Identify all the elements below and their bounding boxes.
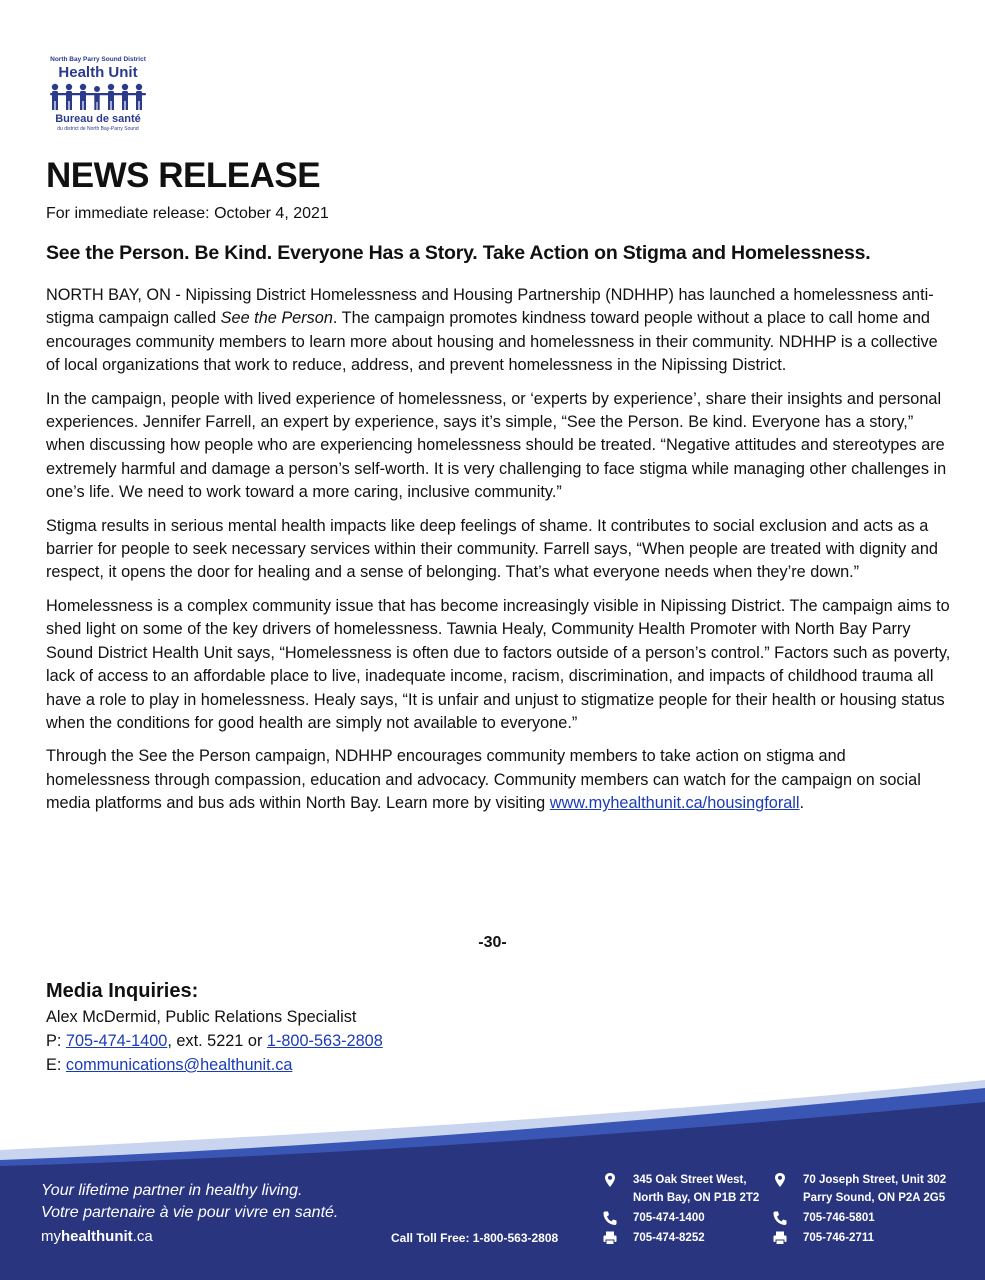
- website[interactable]: [41, 1228, 153, 1245]
- paragraph-1: [46, 284, 951, 378]
- page-title: NEWS RELEASE: [46, 156, 321, 195]
- article-body: [46, 284, 951, 826]
- phone-ext: , ext. 5221 or: [167, 1032, 267, 1050]
- headline: See the Person. Be Kind. Everyone Has a Story. Take Action on Stigma and Homelessness.: [46, 242, 871, 264]
- parrysound-fax: 705-746-2711: [803, 1232, 874, 1244]
- email-prefix: E:: [46, 1056, 66, 1074]
- media-inquiries: [46, 978, 383, 1077]
- tollfree-link[interactable]: 1-800-563-2808: [266, 1032, 383, 1050]
- phone-icon: [602, 1210, 618, 1226]
- email-link[interactable]: communications@healthunit.ca: [65, 1056, 293, 1074]
- paragraph-1-text-b: . The campaign promotes kindness toward people without a place to call home and encourages community members to learn more about housing and homelessness in their community. NDHHP is a collective of local organizations that work to reduce, address, and prevent homelessness in the Nipissing District.: [46, 309, 938, 375]
- phone-link[interactable]: 705-474-1400: [65, 1032, 168, 1050]
- contact-email-line: [46, 1053, 383, 1077]
- logo-main: Health Unit: [58, 64, 138, 81]
- paragraph-2: In the campaign, people with lived experience of homelessness, or ‘experts by experience’, share their insights and personal experiences. Jennifer Farrell, an expert by experience, says it’s simple, “See the Person. Be kind. Everyone has a story,” when discussing how people who are experiencing homelessness should be treated. “Negative attitudes and stereotypes are extremely harmful and damage a person’s self-worth. It is very challenging to face stigma while managing other challenges in one’s life. We need to work toward a more caring, inclusive community.”: [46, 389, 947, 502]
- northbay-phone: 705-474-1400: [633, 1212, 705, 1224]
- contact-phone-line: [46, 1029, 383, 1053]
- contact-heading: Media Inquiries:: [46, 980, 199, 1002]
- paragraph-5-end: .: [799, 794, 805, 813]
- paragraph-3: Stigma results in serious mental health impacts like deep feelings of shame. It contributes to social exclusion and acts as a barrier for people to seek necessary services within their community. Farrell says, “When people are treated with dignity and respect, it opens the door for healing and a sense of belonging. That’s what everyone needs when they’re down.”: [46, 516, 938, 582]
- footer: [0, 1160, 985, 1280]
- campaign-name: See the Person: [220, 309, 333, 328]
- phone-icon: [772, 1210, 788, 1226]
- paragraph-1-text-a: NORTH BAY, ON - Nipissing District Homelessness and Housing Partnership (NDHHP) has launched a homelessness anti-stigma campaign called: [46, 286, 934, 328]
- phone-prefix: P:: [46, 1032, 66, 1050]
- parrysound-address-line2: Parry Sound, ON P2A 2G5: [803, 1192, 946, 1204]
- location-pin-icon: [602, 1172, 618, 1188]
- northbay-address-line2: North Bay, ON P1B 2T2: [633, 1192, 760, 1204]
- northbay-address: [633, 1171, 759, 1207]
- people-icon: [48, 83, 148, 111]
- logo-fr-main: Bureau de santé: [55, 113, 141, 125]
- end-mark: -30-: [478, 934, 507, 951]
- parrysound-address: [803, 1171, 946, 1207]
- paragraph-4: Homelessness is a complex community issue that has become increasingly visible in Nipissing District. The campaign aims to shed light on some of the key drivers of homelessness. Tawnia Healy, Community Health Promoter with North Bay Parry Sound District Health Unit says, “Homelessness is often due to factors outside of a person’s control.” Factors such as poverty, lack of access to an affordable place to live, inadequate income, racism, discrimination, and impacts of childhood trauma all have a role to play in homelessness. Healy says, “It is unfair and unjust to stigmatize people for their health or housing status when the conditions for good health are simply not available to everyone.”: [46, 596, 951, 732]
- parrysound-phone: 705-746-5801: [803, 1212, 875, 1224]
- tagline-en: Your lifetime partner in healthy living.: [41, 1182, 303, 1199]
- website-ca: .ca: [132, 1228, 153, 1245]
- parrysound-address-line1: 70 Joseph Street, Unit 302: [803, 1174, 947, 1186]
- paragraph-5-text: Through the See the Person campaign, NDHHP encourages community members to take action on stigma and homelessness through compassion, education and advocacy. Community members can watch for the campaign on social media platforms and bus ads within North Bay. Learn more by visiting: [46, 747, 921, 813]
- northbay-address-line1: 345 Oak Street West,: [633, 1174, 747, 1186]
- tagline: [41, 1180, 338, 1224]
- logo-top-line: North Bay Parry Sound District: [50, 56, 146, 63]
- website-my: my: [41, 1228, 61, 1245]
- release-date: For immediate release: October 4, 2021: [46, 205, 329, 222]
- logo-fr-sub: du district de North Bay-Parry Sound: [57, 126, 139, 132]
- paragraph-5: [46, 745, 951, 815]
- fax-icon: [772, 1230, 788, 1246]
- northbay-fax: 705-474-8252: [633, 1232, 705, 1244]
- tagline-fr: Votre partenaire à vie pour vivre en santé.: [41, 1204, 339, 1221]
- location-pin-icon: [772, 1172, 788, 1188]
- contact-name: Alex McDermid, Public Relations Specialist: [46, 1008, 357, 1026]
- toll-free: Call Toll Free: 1-800-563-2808: [391, 1231, 559, 1245]
- housing-link[interactable]: www.myhealthunit.ca/housingforall: [549, 794, 800, 813]
- website-mid: healthunit: [61, 1228, 133, 1245]
- health-unit-logo: [46, 56, 150, 133]
- fax-icon: [602, 1230, 618, 1246]
